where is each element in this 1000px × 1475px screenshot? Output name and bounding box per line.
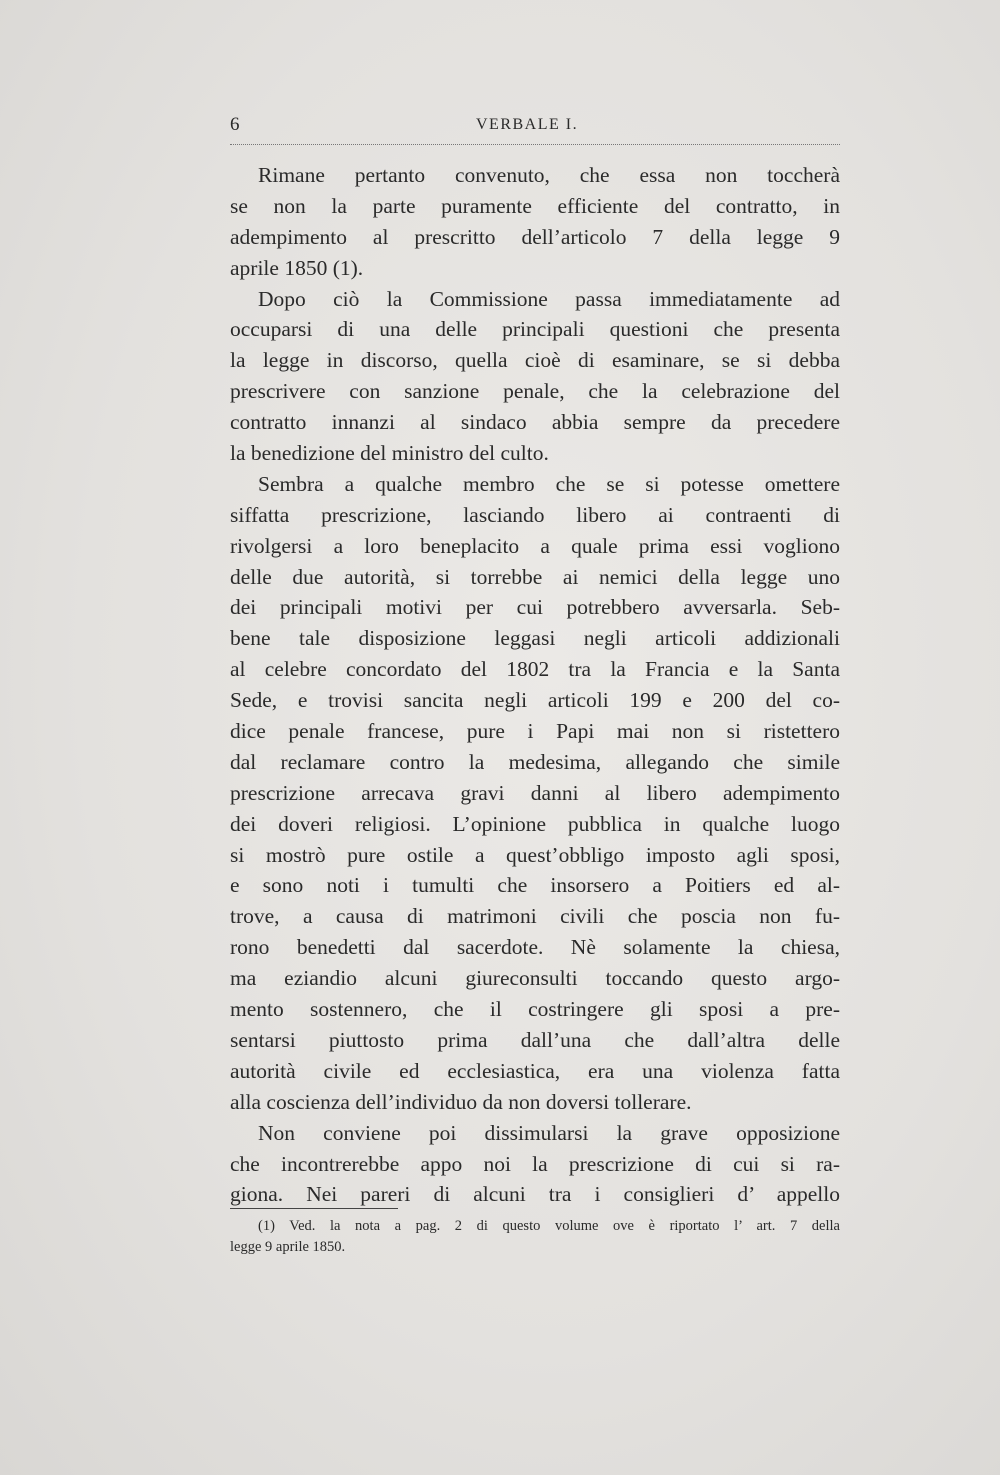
page-header (230, 114, 840, 144)
text-line: rivolgersi a loro beneplacito a quale prima essi vogliono (230, 533, 840, 558)
text-line: bene tale disposizione leggasi negli articoli addizionali (230, 626, 840, 651)
text-line: sentarsi piuttosto prima dall’una che dall’altra delle (230, 1027, 840, 1052)
text-line: dice penale francese, pure i Papi mai non si ristettero (230, 719, 840, 744)
text-line: siffatta prescrizione, lasciando libero ai contraenti di (230, 502, 840, 527)
text-line: prescrivere con sanzione penale, che la celebrazione del (230, 379, 840, 404)
text-line: ma eziandio alcuni giureconsulti toccando questo argo- (230, 966, 840, 991)
text-line: Sede, e trovisi sancita negli articoli 199 e 200 del co- (230, 688, 840, 713)
text-line: Non conviene poi dissimularsi la grave opposizione (258, 1120, 840, 1145)
text-line: al celebre concordato del 1802 tra la Francia e la Santa (230, 657, 840, 682)
text-line: Dopo ciò la Commissione passa immediatamente ad (258, 286, 840, 311)
body-text (230, 160, 840, 1210)
text-line: se non la parte puramente efficiente del contratto, in (230, 193, 840, 218)
text-line: Rimane pertanto convenuto, che essa non toccherà (258, 163, 840, 187)
text-line: Sembra a qualche membro che se si potesse omettere (258, 471, 840, 496)
footnote (230, 1216, 840, 1258)
text-line: occuparsi di una delle principali questioni che presenta (230, 317, 840, 342)
text-line: che incontrerebbe appo noi la prescrizione di cui si ra- (230, 1151, 840, 1176)
page-number: 6 (230, 114, 240, 135)
text-line: aprile 1850 (1). (230, 255, 364, 280)
text-line: dei principali motivi per cui potrebbero avversarla. Seb- (230, 595, 840, 620)
text-line: si mostrò pure ostile a quest’obbligo imposto agli sposi, (230, 842, 840, 867)
text-line: mento sostennero, che il costringere gli sposi a pre- (230, 997, 840, 1022)
footnote-line: legge 9 aprile 1850. (230, 1239, 346, 1255)
running-head: VERBALE I. (476, 116, 579, 133)
text-line: la benedizione del ministro del culto. (230, 441, 549, 466)
text-line: delle due autorità, si torrebbe ai nemici della legge uno (230, 564, 840, 589)
text-line: dei doveri religiosi. L’opinione pubblica in qualche luogo (230, 811, 840, 836)
text-line: e sono noti i tumulti che insorsero a Poitiers ed al- (230, 873, 840, 898)
text-line: la legge in discorso, quella cioè di esaminare, se si debba (230, 348, 840, 373)
text-line: prescrizione arrecava gravi danni al libero adempimento (230, 780, 840, 805)
text-line: dal reclamare contro la medesima, allegando che simile (230, 749, 840, 774)
text-line: autorità civile ed ecclesiastica, era una violenza fatta (230, 1058, 840, 1083)
footnote-rule (230, 1208, 398, 1209)
text-line: contratto innanzi al sindaco abbia sempre da precedere (230, 410, 840, 435)
text-line: adempimento al prescritto dell’articolo 7 della legge 9 (230, 224, 840, 249)
text-line: alla coscienza dell’individuo da non doversi tollerare. (230, 1089, 692, 1114)
text-line: rono benedetti dal sacerdote. Nè solamente la chiesa, (230, 935, 840, 960)
text-line: giona. Nei pareri di alcuni tra i consiglieri d’ appello (230, 1182, 840, 1207)
header-rule (230, 144, 840, 145)
footnote-line: (1) Ved. la nota a pag. 2 di questo volume ove è riportato l’ art. 7 della (258, 1218, 840, 1234)
text-line: trove, a causa di matrimoni civili che poscia non fu- (230, 904, 840, 929)
